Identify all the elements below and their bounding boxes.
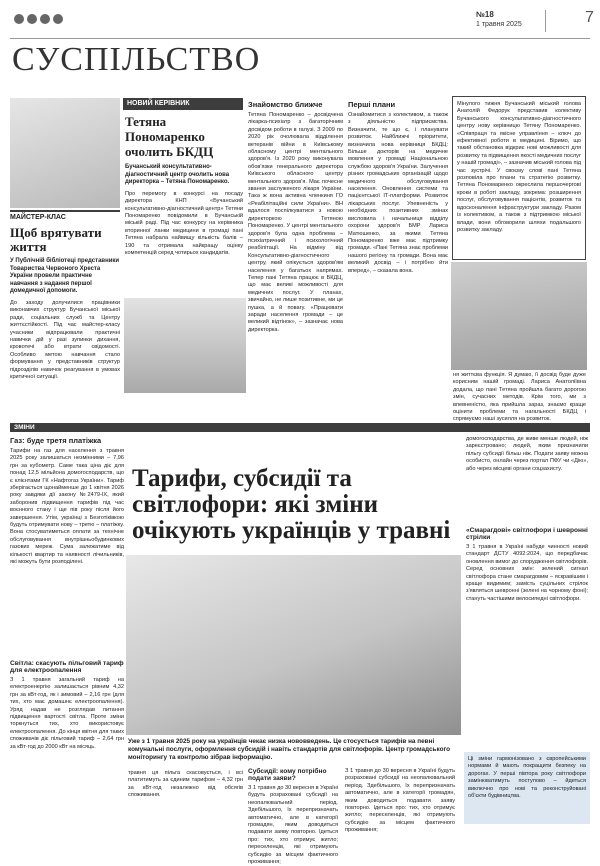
note-box xyxy=(464,752,590,824)
electricity-body: З 1 травня загальний тариф на електроенергію залишається рівним 4,32 грн за кВт·год, як і зимовий – 2,16 грн (для тих, хто має домашнє електроопалення). Уряд надав не розглядав питання підвищення вартості світла. Проте зміни торкнуться тих, хто використовує електроопалення. До кінця квітня для таких споживачів діє пільговий тариф – 2,64 грн за кВт·год до 2000 кВт на місяць. xyxy=(10,677,124,750)
new-leader-article xyxy=(125,114,243,257)
header-divider xyxy=(545,10,546,32)
lights-body: З 1 травня в Україні набуде чинності новий стандарт ДСТУ 4092:2024, що передбачає оновлення вимог до спорудження світлофорів. Серед основних змін: зелений сигнал світлофора стане смарагдовим – яскравішим і краще видимим; замість суцільних стрілок з'являться шевронні (зелені на чорному фоні); стануть частішими велосипедні світлофори. xyxy=(466,544,588,602)
facebook-icon[interactable] xyxy=(14,14,24,24)
new-leader-headline: Тетяна Пономаренко очолить БКДЦ xyxy=(125,114,214,159)
master-class-body: До заходу долучилися працівники виконавчих структур Бучанської міської ради, соціальних служб та Центру життєстійкості. Під час майстер-класу учасники відпрацювали практичні навички дій у разі зупинки дихання, кровотечі або втрати свідомості. Особливо метою навчання стало формування у представників структур підрозділів навичок реагування в умовах критичної ситуації. xyxy=(10,299,120,381)
master-class-headline: Щоб врятувати життя xyxy=(10,225,102,254)
sidebar-quote-body: Мінулого тижня Бучанський міський голова Анатолій Федорук представив колективу Бучанського консультативно-діагностичного центру нову керівницю Тетяну Пономаренко. «Співпраця та якісне управління – ключ до ефективної роботи в медицині. Віримо, що такий обстановка відкриє нові можливості для розвитку та підвищення якості медичних послуг у нашій громаді», – зазначив міський голова під час зустрічі. У своєму слові пані Тетяна розповіла про плани та стратегію розвитку. Тетяна Пономаренко окреслила першочергові кроки в роботі закладу, зокрема: розширення послуг, обслуговування пацієнтів, розвиток та вдосконалення інфраструктури закладу. Разом із колективом, а також з підтримкою міської влади, вони обговорили шляхи подальшого розвитку закладу. xyxy=(457,101,581,233)
page-number: 7 xyxy=(585,9,594,26)
changes-headline: Тарифи, субсидії та світлофори: які зміни очікують українців у травні xyxy=(132,465,451,544)
new-leader-kicker: НОВИЙ КЕРІВНИК xyxy=(127,100,190,107)
lights-article xyxy=(466,527,588,603)
meeting-photo xyxy=(451,262,587,370)
subsidy-continued xyxy=(345,768,455,834)
first-plans-body: Ознайомитися з колективом, а також з діяльністю підприємства. Визначити, те що є, і планувати розвиток. Найближчі пріоритети, визначила нова керівниця БКДЦ: Більше докторів на медичне мовлення у громаді Національною службою здоров'я України. Залучення різних громадських організацій щодо медичного обслуговування населення. Оновлення системи та пацієнтської ІТ-платформи. Розвиток лікарських послуг. Упевненість у необхідних позитивних змінах висловила і начальниця відділу охорони здоров'я БМР Лариса Матюшенко, за якими Тетяна Пономаренко вже має підтримку громади. «Пані Тетяна знає проблеми нашого регіону та громади. Вона має великий досвід – і потрібно йти вперед», – сказала вона. xyxy=(348,112,448,274)
master-class-kicker: МАЙСТЕР-КЛАС xyxy=(10,214,66,221)
first-plans-article xyxy=(348,100,448,275)
changes-kicker: ЗМІНИ xyxy=(14,424,35,431)
right-body: домогосподарства, де живе менше людей, ніж зареєстровано; людей, яким призначили пільгу субсидії більш ніж. Подати заяву можна особисто, онлайн через портал ПФУ чи «Дію», або через місцеві органи соцзахисту. xyxy=(466,436,588,472)
gas-subhead: Газ: буде третя платіжка xyxy=(10,436,102,445)
youtube-icon[interactable] xyxy=(40,14,50,24)
master-class-article xyxy=(10,210,120,381)
mid-body: травня ця пільга скасовується, і всі платитимуть за єдиним тарифом – 4,32 грн за кВт·год незалежно від обсягів споживання. xyxy=(128,770,243,799)
first-aid-photo xyxy=(10,98,120,208)
note-text: Ці зміни гармонізовано з європейськими нормами й мають покращити безпеку на дорогах. У перші півтора року світлофори замінюватимуть поступово – йдеться виключно про нові та реконструйовані об'єкти будівництва. xyxy=(468,756,586,800)
first-plans-subhead: Перші плани xyxy=(348,100,396,109)
acquaintance-article xyxy=(248,100,343,334)
subsidy-body: З 1 травня до 30 вересня в Україні будуть розраховані субсидії на неопалювальний період. Здебільшого, їх перепризначать автоматично, але в категорії громадян, яким доводиться подавати заяву повторно. Ідеться про: тих, хто отримує житло; переселенців, які отримують субсидію за місцем фактичного проживання; xyxy=(248,785,338,866)
changes-lead: Уже з 1 травня 2025 року на українців чекає низка нововведень. Це стосується тарифів на певні комунальні послуги, оформлення субсидій і навіть стандартів для світлофорів. Центр громадського моніторингу та контролю зібрав інформацію. xyxy=(128,738,450,761)
gas-article xyxy=(10,436,124,567)
viber-icon[interactable] xyxy=(27,14,37,24)
acquaintance-subhead: Знайомство ближче xyxy=(248,100,323,109)
subsidy-subhead: Субсидії: кому потрібно подати заяви? xyxy=(248,768,327,782)
subsidy-article xyxy=(248,768,338,866)
new-leader-body: Про перемогу в конкурсі на посаду директора КНП «Бучанський консультативно-діагностичний центр» Тетяни Пономаренко повідомили в Бучанській міській раді. Під час конкурсу на керівника вторинної ланки медицини в громаді пані Тетяна набрала найвищу кількість балів – 190 та отримала найкращу оцінку компетенцій серед чотирьох кандидатів. xyxy=(125,190,243,257)
changes-bar xyxy=(10,423,590,432)
issue-number: №18 xyxy=(476,10,494,19)
electricity-subhead: Світла: скасують пільговий тариф для електроопалення xyxy=(10,660,124,674)
subsidy-continued-text: З 1 травня до 30 вересня в Україні будуть розраховані субсидії на неопалювальний період. Здебільшого, їх перепризначать автоматично, але в категорії громадян, яким доводиться подавати заяву повторно. Ідеться про: тих, хто отримує житло; переселенців, які отримують субсидію за місцем фактичного проживання; xyxy=(345,768,455,834)
issue-date: 1 травня 2025 xyxy=(476,21,522,28)
acquaintance-body: Тетяна Пономаренко – досвідчена лікарка-психіатр з багаторічним досвідом роботи в галузі. З 2009 по 2020 рік очолювала відділення ветеранів війни в Київському обласному центрі ментального здоров'я. Із 2020 року виконувала обов'язки генерального директора Київського обласного центру ментального здоров'я. Має почесне звання заслуженого лікаря України. Така ж вона активна членкиня ГО «Реабілітаційні сили України». ВН вдалося поспілкуватися з новою директоркою Тетяною Пономаренко. У центрі ментального здоров'я була одна проблема – психіатричний і психологічний реабілітації. На відміну від Консультативно-діагностичного центру, який опікується здоров'ям населення у багатьох напрямах. Тепер пані Тетяна працює в БКДЦ, що має великі можливості для медичних послуг. У планах, звичайно, не лише позитивне, ми це пушка, а й повагу. «Працювати заради населення громади – це великий відтінок», – зазначає нова директорка. xyxy=(248,112,343,333)
issue-info xyxy=(476,10,522,29)
section-title: СУСПІЛЬСТВО xyxy=(12,41,261,78)
social-icons xyxy=(14,14,63,24)
instagram-icon[interactable] xyxy=(53,14,63,24)
lights-subhead: «Смарагдові» світлофори і шевронні стрілки xyxy=(466,527,588,541)
master-class-lead: У Публічній бібліотеці представники Товариства Червоного Хреста України провели практичне навчання з надання першої домедичної допомоги. xyxy=(10,258,120,295)
gas-body: Тарифи на газ для населення з травня 2025 року залишаться незмінними – 7,96 грн за кубометр. Саме така ціна діє для понад 12,5 мільйона домогосподарств, що є клієнтами ГК «Нафтогаз України». Тариф зберігається щонайменше до 1 квітня 2026 року завдяки дії закону №2479-ІХ, який заборонив підвищення тарифів під час воєнного стану і ще пів року після його завершення. Утім, українці з Безготіківкою будуть отримувати нову – третю – платіжку. Вона стосуватиметься оплати за технічне обслуговування внутрішньобудинкових газових мереж. Сума залежатиме від кількості квартир та наявності лічильників, які можуть бути розподілені. xyxy=(10,448,124,566)
sidebar-tail-text: ня життєва функція. Я думаю, її досвід буде дуже корисним нашій громаді. Лариса Анатоліївна додала, що пані Тетяна пройшла багато дорогою змін, сучасних методів. Крім того, ми з впевненістю, яка прийшла зараз, знаємо краще оцінити проблеми та нагальності БКДЦ і спрямуємо наші зусилля на розвиток. xyxy=(453,372,586,423)
header-rule xyxy=(10,38,590,39)
electricity-article xyxy=(10,660,124,751)
sidebar-quote-box xyxy=(452,96,586,260)
new-leader-lead: Бучанський консультативно-діагностичний центр очолить нова директорка – Тетяна Пономаренко. xyxy=(125,164,230,186)
calculator-photo xyxy=(126,555,461,735)
portrait-photo xyxy=(124,298,246,393)
